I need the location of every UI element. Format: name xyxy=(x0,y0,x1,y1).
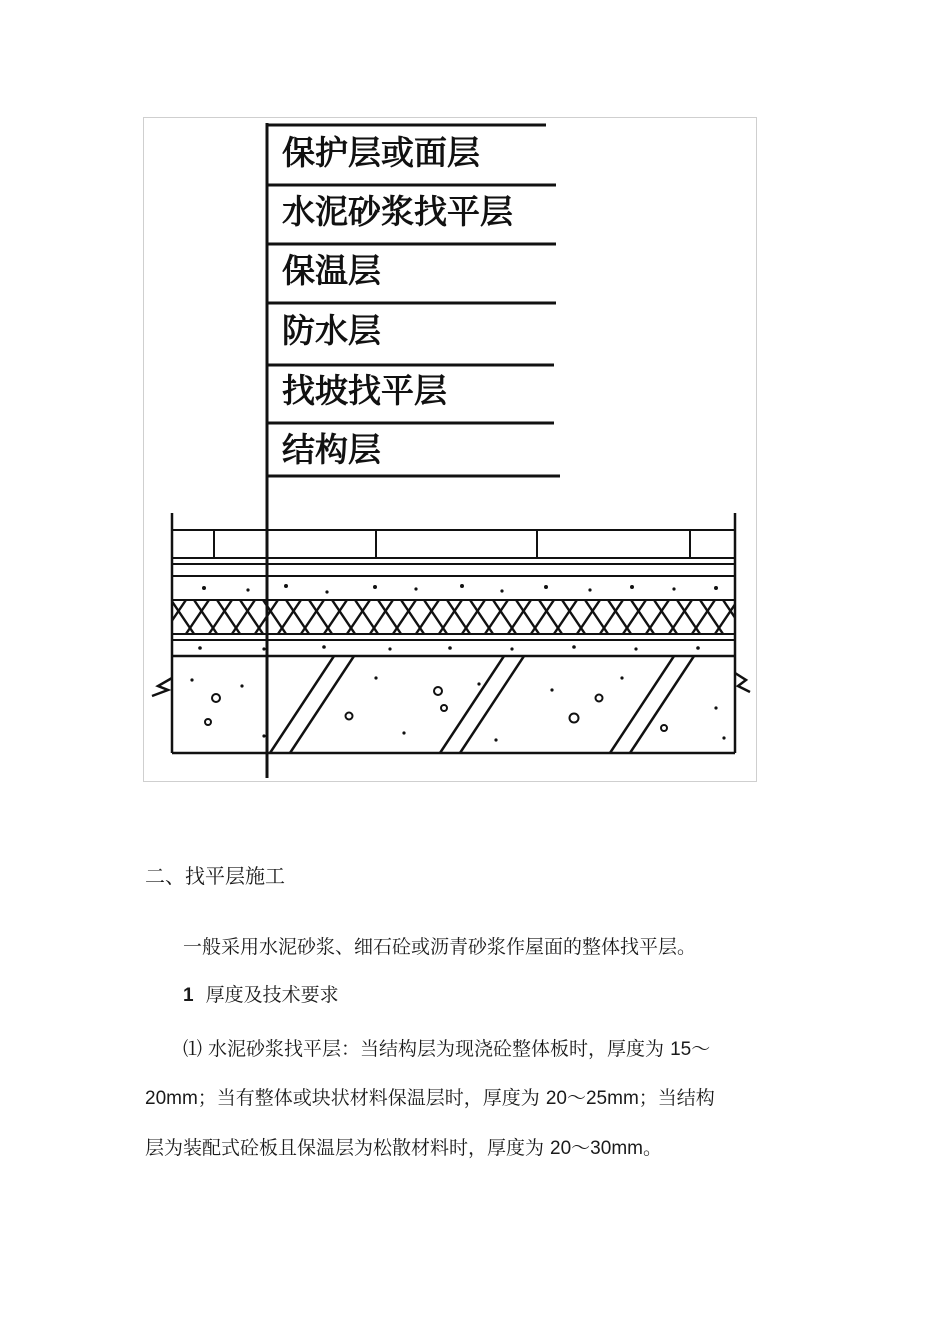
intro-paragraph: 一般采用水泥砂浆、细石砼或沥青砂浆作屋面的整体找平层。 xyxy=(183,936,697,958)
slope-screed-layer xyxy=(198,645,700,650)
layer-label-insulation: 保温层 xyxy=(282,251,381,290)
para-line2-value-a: 20mm xyxy=(145,1088,198,1109)
para-line1-value: 15～ xyxy=(670,1039,711,1060)
layer-label-slope-screed: 找坡找平层 xyxy=(282,371,447,410)
para-line3-text-a: 层为装配式砼板且保温层为松散材料时，厚度为 xyxy=(145,1137,551,1159)
subheading-text: 厚度及技术要求 xyxy=(205,984,339,1006)
para-line2-text-d: ；当结构 xyxy=(638,1087,715,1109)
layer-label-mortar-screed: 水泥砂浆找平层 xyxy=(282,192,513,231)
layer-label-protection: 保护层或面层 xyxy=(282,133,480,172)
protection-tile-layer xyxy=(172,530,735,558)
insulation-crosshatch xyxy=(172,600,735,634)
structural-slab xyxy=(152,656,750,753)
mortar-screed-layer xyxy=(172,584,735,600)
roof-layer-diagram xyxy=(143,117,757,782)
roof-section-drawing xyxy=(144,118,758,783)
subheading-number: 1 xyxy=(183,985,194,1006)
layer-label-waterproof: 防水层 xyxy=(282,311,381,350)
para-line2-text-b: ；当有整体或块状材料保温层时，厚度为 xyxy=(197,1087,546,1109)
section-heading: 二、找平层施工 xyxy=(145,864,285,888)
subheading xyxy=(183,986,339,1005)
paragraph-line-1 xyxy=(183,1040,710,1059)
paragraph-line-2 xyxy=(145,1089,715,1108)
layer-label-structure: 结构层 xyxy=(282,430,381,469)
para-line1-text: ⑴ 水泥砂浆找平层：当结构层为现浇砼整体板时，厚度为 xyxy=(183,1038,671,1060)
para-line3-text-c: 。 xyxy=(642,1137,662,1159)
para-line3-value: 20～30mm xyxy=(550,1138,643,1159)
paragraph-line-3 xyxy=(145,1139,662,1158)
para-line2-value-c: 20～25mm xyxy=(545,1088,639,1109)
